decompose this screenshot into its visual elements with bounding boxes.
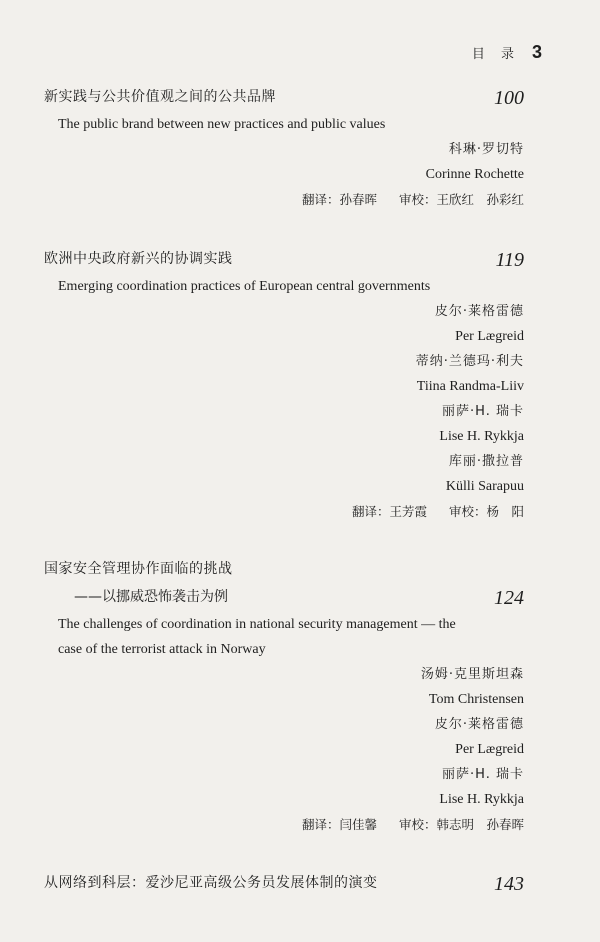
author-name-en: Per Lægreid xyxy=(455,742,524,757)
toc-entry xyxy=(44,84,524,212)
translator-credit: 翻译：孙春晖 xyxy=(301,192,377,207)
credits-line xyxy=(44,187,524,212)
entry-title-en: The challenges of coordination in national security management — the xyxy=(58,617,456,632)
entry-title-en: The public brand between new practices and public values xyxy=(58,117,386,132)
translator-credit: 翻译：王芳霞 xyxy=(351,504,427,519)
reviewer-credit: 审校：王欣红 孙彩红 xyxy=(398,192,524,207)
entry-title-zh: 从网络到科层：爱沙尼亚高级公务员发展体制的演变 xyxy=(44,875,378,891)
toc-entry xyxy=(44,870,524,898)
author-name-en: Tiina Randma-Liiv xyxy=(416,379,524,394)
author-name-en: Külli Sarapuu xyxy=(445,479,524,494)
author-name-zh: 汤姆·克里斯坦森 xyxy=(420,667,524,682)
entry-title-zh: 欧洲中央政府新兴的协调实践 xyxy=(44,251,233,267)
author-name-en: Lise H. Rykkja xyxy=(439,429,524,444)
reviewer-credit: 审校：杨 阳 xyxy=(448,504,524,519)
header-page-number: 3 xyxy=(531,42,542,62)
toc-entry xyxy=(44,246,524,524)
author-name-zh: 蒂纳·兰德玛·利夫 xyxy=(415,354,524,369)
entry-title-en: Emerging coordination practices of European central governments xyxy=(58,279,431,294)
author-list xyxy=(44,299,524,499)
entry-title-en-continued: case of the terrorist attack in Norway xyxy=(58,642,266,657)
author-name-en: Tom Christensen xyxy=(428,692,524,707)
entry-page-number: 124 xyxy=(494,587,524,609)
header-label: 目 录 xyxy=(471,47,520,62)
author-list xyxy=(44,137,524,187)
entry-page-number: 119 xyxy=(495,249,524,271)
running-header xyxy=(472,42,542,63)
credits-line xyxy=(44,499,524,524)
entry-page-number: 100 xyxy=(494,87,524,109)
author-name-zh: 丽萨·H. 瑞卡 xyxy=(442,767,524,782)
author-name-zh: 丽萨·H. 瑞卡 xyxy=(442,404,524,419)
author-list xyxy=(44,662,524,812)
author-name-zh: 皮尔·莱格雷德 xyxy=(434,717,524,732)
credits-line xyxy=(44,812,524,837)
reviewer-credit: 审校：韩志明 孙春晖 xyxy=(398,817,524,832)
entry-title-zh: 国家安全管理协作面临的挑战 xyxy=(44,561,233,577)
entry-title-zh: 新实践与公共价值观之间的公共品牌 xyxy=(44,89,276,105)
author-name-zh: 科琳·罗切特 xyxy=(448,142,524,157)
translator-credit: 翻译：闫佳馨 xyxy=(301,817,377,832)
author-name-zh: 库丽·撒拉普 xyxy=(448,454,524,469)
author-name-en: Per Lægreid xyxy=(455,329,524,344)
entry-page-number: 143 xyxy=(494,873,524,895)
author-name-en: Corinne Rochette xyxy=(425,167,524,182)
author-name-en: Lise H. Rykkja xyxy=(439,792,524,807)
entry-subtitle-zh: ——以挪威恐怖袭击为例 xyxy=(74,589,228,605)
author-name-zh: 皮尔·莱格雷德 xyxy=(434,304,524,319)
toc-entry xyxy=(44,556,524,837)
